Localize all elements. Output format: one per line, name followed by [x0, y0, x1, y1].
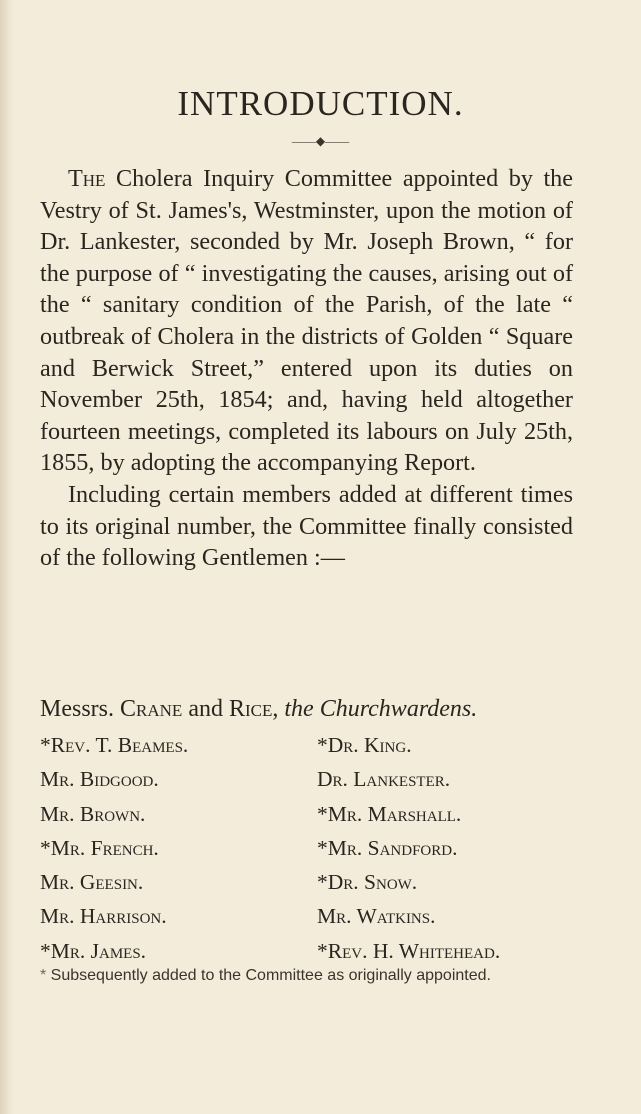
- churchwardens-role: the Churchwardens.: [284, 696, 478, 722]
- footnote-text: Subsequently added to the Committee as originally appointed.: [46, 967, 491, 984]
- member-name: *Dr. Snow.: [317, 870, 418, 895]
- committee-members-list: [40, 728, 580, 968]
- member-name: Mr. Harrison.: [40, 904, 167, 929]
- churchwarden-rice: Rice: [228, 696, 273, 722]
- member-name: Mr. Watkins.: [317, 904, 436, 929]
- member-name: *Mr. James.: [40, 938, 147, 963]
- member-name: *Mr. Marshall.: [317, 801, 462, 826]
- page-gutter-shadow: [0, 0, 14, 1114]
- member-name: *Dr. King.: [317, 733, 412, 757]
- title-ornament: ——◆——: [291, 134, 350, 148]
- paragraph-1-opening-word: The: [68, 165, 106, 192]
- paragraph-2: Including certain members added at different times to its original number, the Committee finally consisted of the following Gentlemen :—: [40, 480, 573, 572]
- member-name: *Mr. Sandford.: [317, 835, 458, 860]
- member-name: *Rev. T. Beames.: [40, 733, 189, 757]
- footnote-marker: *: [40, 967, 47, 984]
- member-name: *Mr. French.: [40, 835, 159, 860]
- member-name: Dr. Lankester.: [317, 767, 451, 792]
- messrs-and: and: [182, 696, 229, 722]
- paragraph-1: [40, 163, 573, 479]
- member-name: Mr. Bidgood.: [40, 767, 159, 792]
- member-name: *Rev. H. Whitehead.: [317, 938, 501, 963]
- messrs-comma: ,: [272, 696, 285, 722]
- paragraph-1-text: Cholera Inquiry Committee appointed by the Vestry of St. James's, Westminster, upon the motion of Dr. Lankester, seconded by Mr. Joseph Brown, “ for the purpose of “ investigating the causes, arising out of the “ sanitary condition of the Parish, of the late “ outbreak of Cholera in the districts of Golden “ Square and Berwick Street,” entered upon its duties on November 25th, 1854; and, having held altogether fourteen meetings, completed its labours on July 25th, 1855, by adopting the accompanying Report.: [40, 165, 573, 477]
- member-name: Mr. Brown.: [40, 801, 146, 826]
- messrs-prefix: Messrs.: [40, 696, 121, 722]
- member-name: Mr. Geesin.: [40, 870, 144, 895]
- introduction-body: [40, 163, 573, 574]
- churchwarden-crane: Crane: [120, 696, 183, 722]
- churchwardens-line: [40, 694, 573, 724]
- page-title: INTRODUCTION.: [177, 84, 464, 123]
- footnote: [40, 964, 573, 988]
